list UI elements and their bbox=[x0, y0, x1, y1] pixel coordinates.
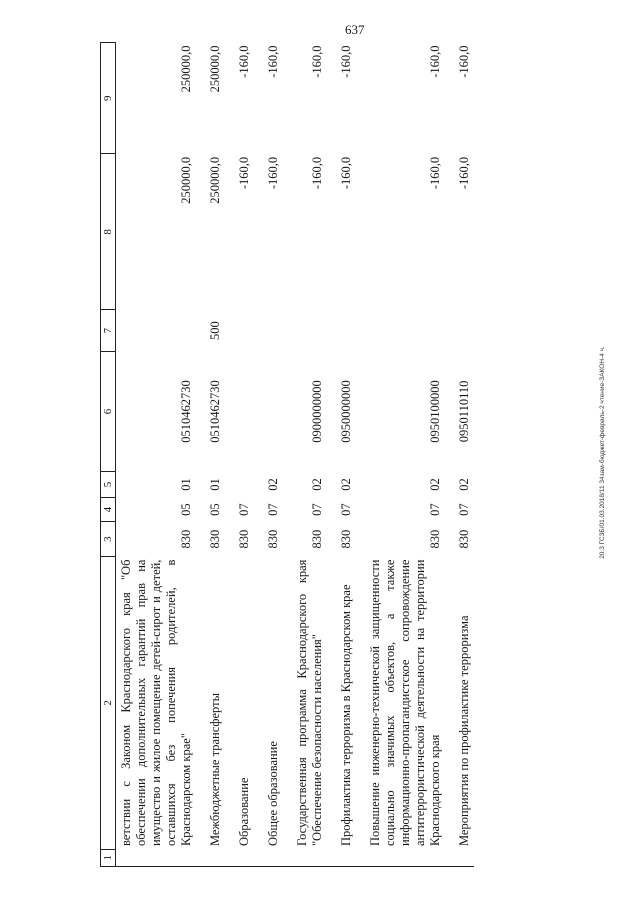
table-cell bbox=[116, 310, 197, 351]
table-cell: 250000,0 bbox=[179, 156, 193, 204]
row-name: Образование bbox=[237, 777, 251, 847]
table-cell bbox=[254, 849, 283, 866]
table-cell bbox=[225, 351, 254, 471]
table-cell: 0510462730 bbox=[179, 380, 193, 443]
table-cell bbox=[327, 310, 356, 351]
table-row bbox=[445, 43, 474, 867]
table-cell: 250000,0 bbox=[208, 156, 222, 204]
table-cell: -160,0 bbox=[428, 156, 442, 190]
row-name: ветствии с Законом Краснодарского края "Об обеспечении дополнительных гарантий прав на имущество и жилое помещение детей-сирот и детей, оставшихся без попечения родителей, в Краснодарском крае" bbox=[119, 559, 193, 847]
table-cell: 830 bbox=[208, 529, 222, 549]
table-cell: 830 bbox=[179, 529, 193, 549]
table-cell: -160,0 bbox=[310, 156, 324, 190]
table-cell: 07 bbox=[266, 503, 280, 516]
table-cell: 250000,0 bbox=[208, 45, 222, 93]
table-cell bbox=[225, 471, 254, 497]
table-cell: 01 bbox=[179, 478, 193, 491]
table-cell: 02 bbox=[457, 478, 471, 491]
table-cell: 830 bbox=[310, 529, 324, 549]
table-cell: 02 bbox=[339, 478, 353, 491]
table-cell: 830 bbox=[457, 529, 471, 549]
table-cell: -160,0 bbox=[266, 156, 280, 190]
table-cell: 500 bbox=[208, 321, 222, 341]
table-cell bbox=[327, 849, 356, 866]
table-cell: -160,0 bbox=[339, 156, 353, 190]
table-cell bbox=[254, 310, 283, 351]
table-body bbox=[116, 43, 475, 867]
table-cell: 0510462730 bbox=[208, 380, 222, 443]
table-cell bbox=[283, 849, 327, 866]
table-cell: 07 bbox=[428, 503, 442, 516]
table-cell bbox=[356, 849, 445, 866]
table-cell bbox=[445, 310, 474, 351]
table-row bbox=[283, 43, 327, 867]
document-code bbox=[596, 42, 608, 862]
page-number: 637 bbox=[345, 22, 365, 37]
table-row bbox=[356, 43, 445, 867]
table-cell: -160,0 bbox=[237, 45, 251, 78]
table-cell: 07 bbox=[310, 503, 324, 516]
table-cell: 830 bbox=[237, 529, 251, 549]
table-cell: -160,0 bbox=[310, 45, 324, 78]
column-header: 9 bbox=[101, 43, 116, 154]
table-cell: 0950100000 bbox=[428, 380, 442, 443]
row-name: Повышение инженерно-технической защищенности социально значимых объектов, а также информационно-пропагандистское сопровождение антитеррористической деятельности на территории Краснодарского края bbox=[368, 559, 442, 847]
column-header: 3 bbox=[101, 522, 116, 557]
table-cell: 250000,0 bbox=[179, 45, 193, 93]
table-header bbox=[101, 43, 116, 867]
table-cell bbox=[196, 849, 225, 866]
header-row bbox=[101, 43, 116, 867]
table-cell bbox=[283, 310, 327, 351]
table-cell: -160,0 bbox=[237, 156, 251, 190]
row-name: Государственная программа Краснодарского края "Обеспечение безопасности населения" bbox=[295, 559, 324, 847]
column-header: 7 bbox=[101, 310, 116, 351]
table-cell: 07 bbox=[237, 503, 251, 516]
row-name: Мероприятия по профилактике терроризма bbox=[457, 615, 471, 847]
column-header: 8 bbox=[101, 154, 116, 310]
table-row bbox=[225, 43, 254, 867]
table-cell: 830 bbox=[266, 529, 280, 549]
row-name: Общее образование bbox=[266, 741, 280, 847]
table-cell: -160,0 bbox=[428, 45, 442, 78]
table-cell: 830 bbox=[339, 529, 353, 549]
column-header: 2 bbox=[101, 557, 116, 849]
row-name: Профилактика терроризма в Краснодарском крае bbox=[339, 584, 353, 847]
table-cell bbox=[225, 310, 254, 351]
table-row bbox=[327, 43, 356, 867]
table-cell bbox=[445, 849, 474, 866]
column-header: 6 bbox=[101, 351, 116, 471]
table-cell: 830 bbox=[428, 529, 442, 549]
table-row bbox=[116, 43, 197, 867]
table-row bbox=[196, 43, 225, 867]
budget-table bbox=[100, 42, 474, 867]
table-cell: -160,0 bbox=[457, 45, 471, 78]
column-header: 1 bbox=[101, 849, 116, 866]
rotated-table-container bbox=[100, 42, 580, 867]
table-row bbox=[254, 43, 283, 867]
table-cell bbox=[254, 351, 283, 471]
table-cell: 05 bbox=[208, 503, 222, 516]
table-cell: 07 bbox=[457, 503, 471, 516]
column-header: 5 bbox=[101, 471, 116, 497]
table-cell: 02 bbox=[428, 478, 442, 491]
table-cell: 0900000000 bbox=[310, 380, 324, 443]
document-code-text: 20.3 ГСЗБ/01.03.2018/11 34зам-бюджет-февраль-2 чтение-ЗАКОН-4 ч. bbox=[598, 345, 606, 559]
table-cell: 0950110110 bbox=[457, 380, 471, 443]
table-cell: 02 bbox=[310, 478, 324, 491]
table-cell: -160,0 bbox=[457, 156, 471, 190]
table-cell bbox=[116, 849, 197, 866]
row-name: Межбюджетные трансферты bbox=[208, 693, 222, 847]
table-cell: 05 bbox=[179, 503, 193, 516]
table-cell: 01 bbox=[208, 478, 222, 491]
table-cell: 0950000000 bbox=[339, 380, 353, 443]
column-header: 4 bbox=[101, 498, 116, 522]
table-cell: 02 bbox=[266, 478, 280, 491]
table-cell: -160,0 bbox=[266, 45, 280, 78]
table-cell: -160,0 bbox=[339, 45, 353, 78]
document-page bbox=[100, 42, 580, 867]
table-cell bbox=[225, 849, 254, 866]
table-cell: 07 bbox=[339, 503, 353, 516]
table-cell bbox=[356, 310, 445, 351]
